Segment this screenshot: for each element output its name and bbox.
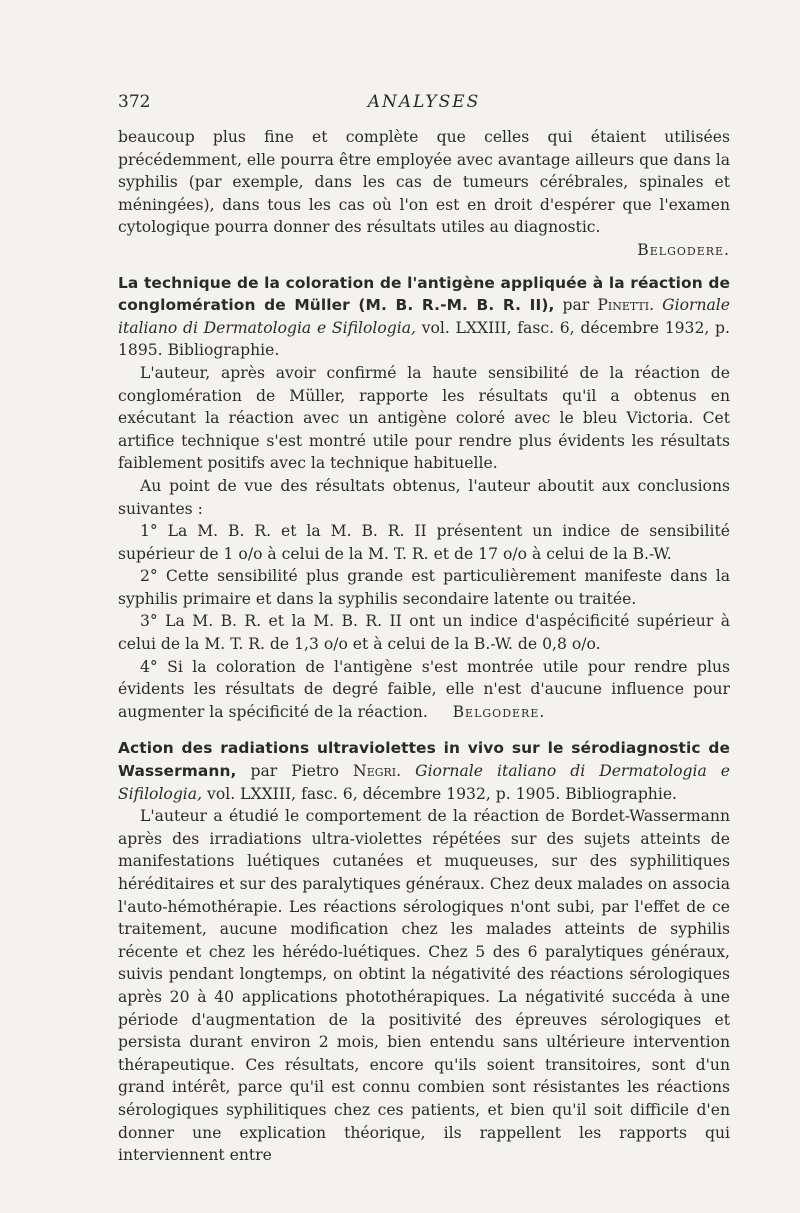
entry1-citation: vol. LXXIII, fasc. 6, décembre 1932, p. 1895. Bibliographie. [118,318,730,360]
entry2-heading [118,737,730,805]
entry2-journal: Giornale italiano di Dermatologia e Sifilologia, [118,762,730,803]
entry1-paragraph: L'auteur, après avoir confirmé la haute sensibilité de la réaction de conglomération de Müller, rapporte les résultats qu'il a obtenus en exécutant la réaction avec un antigène coloré avec le bleu Victoria. Cet artifice technique s'est montré utile pour rendre plus évidents les résultats faiblement positifs avec la technique habituelle. [118,363,730,473]
entry1-title: La technique de la coloration de l'antigène appliquée à la réaction de conglomération de Müller (M. B. R.-M. B. R. II), [118,273,730,315]
running-head [118,92,730,126]
running-title: ANALYSES [367,92,481,112]
entry1-journal: Giornale italiano di Dermatologia e Sifilologia, [118,296,731,337]
page-number: 372 [118,92,151,112]
entry2-citation: vol. LXXIII, fasc. 6, décembre 1932, p. 1905. Bibliographie. [207,784,678,803]
intro-paragraph: beaucoup plus fine et complète que celles qui étaient utilisées précédemment, elle pourra être employée avec avantage ailleurs que dans la syphilis (par exemple, dans les cas de tumeurs cérébrales, spinales et méningées), dans tous les cas où l'on est en droit d'espérer que l'examen cytologique pourra donner des résultats utiles au diagnostic. [118,128,730,237]
intro-signature: Belgodere. [637,240,730,259]
entry2-by: par Pietro [250,762,340,781]
entry1-paragraph: 3° La M. B. R. et la M. B. R. II ont un indice d'aspécificité supérieur à celui de la M. T. R. de 1,3 o/o et à celui de la B.-W. de 0,8 o/o. [118,612,730,654]
page [118,92,730,1167]
entry1-last-paragraph-text: 4° Si la coloration de l'antigène s'est montrée utile pour rendre plus évidents les résultats de degré faible, elle n'est d'aucune influence pour augmenter la spécificité de la réaction. [118,657,730,721]
entry1-paragraph: 2° Cette sensibilité plus grande est particulièrement manifeste dans la syphilis primaire et dans la syphilis secondaire latente ou traitée. [118,567,730,608]
entry1-author: Pinetti. [597,296,655,315]
entry2-author: Negri. [353,762,402,781]
entry1-signature: Belgodere. [452,702,546,721]
entry2-title: Action des radiations ultraviolettes in vivo sur le sérodiagnostic de Wassermann, [118,739,730,781]
entry1-heading [118,272,730,362]
entry1-by: par [562,296,590,315]
entry2-paragraph: L'auteur a étudié le comportement de la réaction de Bordet-Wassermann après des irradiations ultra-violettes répétées sur des sujets atteints de manifestations luétiques cutanées et muqueuses, sur des syphilitiques héréditaires et sur des paralytiques généraux. Chez deux malades on associa l'auto-hémothérapie. Les réactions sérologiques n'ont subi, par l'effet de ce traitement, aucune modification chez les malades atteints de syphilis récente et chez les hérédo-luétiques. Chez 5 des 6 paralytiques généraux, suivis pendant longtemps, on obtint la négativité des réactions sérologiques après 20 à 40 applications photothérapiques. La négativité succéda à une période d'augmentation de la positivité des épreuves sérologiques et persista durant environ 2 mois, bien entendu sans ultérieure intervention thérapeutique. Ces résultats, encore qu'ils soient transitoires, sont d'un grand intérêt, parce qu'il est connu combien sont résistantes les réactions sérologiques syphilitiques chez ces patients, et bien qu'il soit difficile d'en donner une explication théorique, ils rappellent les rapports qui interviennent entre [118,807,730,1165]
entry1-paragraph: Au point de vue des résultats obtenus, l'auteur aboutit aux conclusions suivantes : [118,476,730,518]
entry1-paragraph: 1° La M. B. R. et la M. B. R. II présentent un indice de sensibilité supérieur de 1 o/o à celui de la M. T. R. et de 17 o/o à celui de la B.-W. [118,522,730,563]
entry1-last-paragraph [118,656,730,724]
